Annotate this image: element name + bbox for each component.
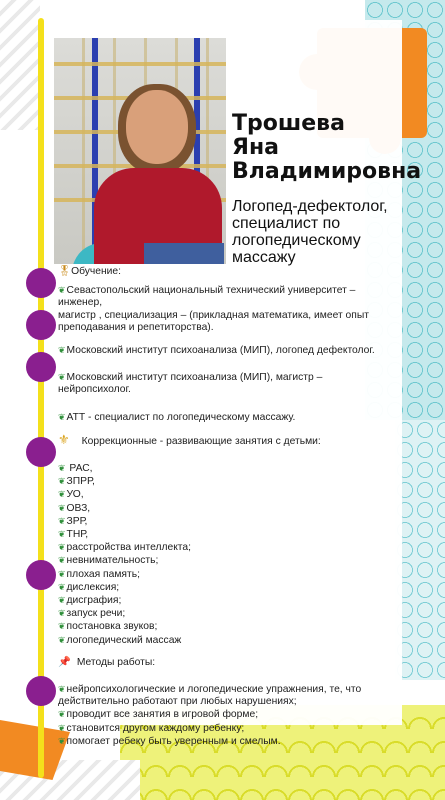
education-item: ❦Севастопольский национальный технический университет –: [58, 285, 356, 297]
methods-item: ❦помогает ребеку быть уверенным и смелым.: [58, 735, 281, 747]
fleur-de-lis-icon: ⚜: [58, 431, 70, 447]
timeline-dot: [26, 560, 56, 590]
methods-item: ❦нейропсихологические и логопедические упражнения, те, что: [58, 684, 362, 696]
leaf-icon: ❦: [58, 476, 66, 487]
education-item-cont: инженер,: [58, 297, 103, 309]
leaf-icon: ❦: [58, 372, 66, 383]
timeline-rail: [38, 18, 44, 778]
specialist-name: [232, 111, 422, 184]
leaf-icon: ❦: [58, 515, 66, 526]
timeline-dot: [26, 676, 56, 706]
leaf-icon: ❦: [58, 411, 66, 422]
timeline-dot: [26, 268, 56, 298]
timeline-dot: [26, 437, 56, 467]
leaf-icon: ❦: [58, 489, 66, 500]
person-jeans: [144, 243, 224, 264]
correction-item: ❦плохая память;: [58, 568, 140, 580]
role-line: массажу: [232, 249, 296, 266]
correction-item: ❦дисграфия;: [58, 595, 122, 607]
education-item-cont: магистр , специализация – (прикладная математика, имеет опыт: [58, 309, 369, 321]
leaf-icon: ❦: [58, 555, 66, 566]
correction-item: ❦УО,: [58, 489, 84, 501]
leaf-icon: ❦: [58, 621, 66, 632]
medal-icon: 🎖: [58, 266, 72, 277]
role-line: логопедическому: [232, 232, 361, 249]
specialist-role: [232, 198, 402, 266]
leaf-icon: ❦: [58, 722, 66, 733]
correction-item: ❦дислексия;: [58, 581, 120, 593]
leaf-icon: ❦: [58, 529, 66, 540]
correction-item: ❦ РАС,: [58, 463, 93, 475]
profile-details: [58, 266, 390, 748]
education-item-cont: преподавания и репетиторства).: [58, 321, 214, 333]
education-item: ❦Московский институт психоанализа (МИП), логопед дефектолог.: [58, 345, 375, 357]
correction-item: ❦ЗПРР,: [58, 476, 95, 488]
timeline-dot: [26, 310, 56, 340]
education-heading: 🎖Обучение:: [58, 266, 122, 277]
correction-item: ❦ОВЗ,: [58, 502, 91, 514]
education-item: ❦Московский институт психоанализа (МИП), магистр –: [58, 372, 323, 384]
correction-item: ❦логопедический массаж: [58, 634, 182, 646]
correction-item: ❦ТНР,: [58, 529, 89, 541]
correction-item: ❦запуск речи;: [58, 608, 126, 620]
timeline-dot: [26, 352, 56, 382]
leaf-icon: ❦: [58, 542, 66, 553]
stripes-decoration-top-left: [0, 0, 40, 130]
role-line: Логопед-дефектолог,: [232, 198, 388, 215]
leaf-icon: ❦: [58, 608, 66, 619]
leaf-icon: ❦: [58, 463, 66, 474]
wall-rung: [54, 62, 226, 66]
leaf-icon: ❦: [58, 684, 66, 695]
correction-item: ❦невнимательность;: [58, 555, 159, 567]
leaf-icon: ❦: [58, 285, 66, 296]
portrait-photo: [54, 38, 226, 264]
correction-item: ❦расстройства интеллекта;: [58, 542, 191, 554]
education-item-cont: нейропсихолог.: [58, 384, 131, 396]
waves-pattern-right-lower: [395, 420, 445, 680]
methods-item-cont: действительно работают при любых нарушениях;: [58, 696, 297, 708]
role-line: специалист по: [232, 215, 341, 232]
methods-item: ❦становится другом каждому ребенку;: [58, 722, 245, 734]
leaf-icon: ❦: [58, 735, 66, 746]
correction-item: ❦ЗРР,: [58, 515, 88, 527]
pushpin-icon: 📌: [58, 656, 71, 668]
leaf-icon: ❦: [58, 502, 66, 513]
leaf-icon: ❦: [58, 568, 66, 579]
leaf-icon: ❦: [58, 345, 66, 356]
leaf-icon: ❦: [58, 709, 66, 720]
correction-heading: ⚜ Коррекционные - развивающие занятия с детьми:: [58, 431, 321, 447]
name-line: Трошева: [232, 111, 345, 136]
correction-item: ❦постановка звуков;: [58, 621, 158, 633]
methods-item: ❦проводит все занятия в игровой форме;: [58, 709, 259, 721]
person-face: [126, 90, 188, 164]
name-line: Владимировна: [232, 159, 422, 184]
name-line: Яна: [232, 135, 279, 160]
leaf-icon: ❦: [58, 595, 66, 606]
methods-heading: 📌 Методы работы:: [58, 656, 156, 668]
education-item: ❦АТТ - специалист по логопедическому массажу.: [58, 411, 296, 423]
leaf-icon: ❦: [58, 634, 66, 645]
leaf-icon: ❦: [58, 581, 66, 592]
